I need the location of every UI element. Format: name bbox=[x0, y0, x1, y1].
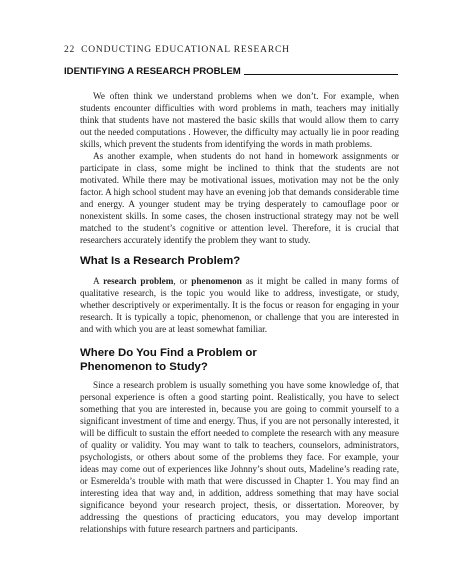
find-problem-heading-line-2: Phenomenon to Study? bbox=[80, 360, 208, 373]
term-phenomenon: phenomenon bbox=[191, 276, 242, 286]
heading-rule bbox=[244, 74, 398, 75]
research-problem-paragraph: A research problem, or phenomenon as it might be called in many forms of qualitative research, is the topic you would like to address, investigate, or study, whether descriptively or experimentally. It is the focus or reason for engaging in your research. It is typically a topic, phenomenon, or challenge that you are interested in and with which you are at least somewhat familiar. bbox=[80, 276, 399, 334]
running-title: CONDUCTING EDUCATIONAL RESEARCH bbox=[81, 45, 290, 55]
research-problem-text bbox=[80, 275, 399, 335]
intro-text bbox=[80, 90, 399, 246]
section-heading bbox=[64, 66, 398, 77]
intro-paragraph-1: We often think we understand problems when we don’t. For example, when students encounter difficulties with word problems in math, teachers may initially think that students have not mastered the basic skills that would allow them to carry out the needed computations . However, the difficulty may actually lie in poor reading skills, which prevent the students from identifying the words in math problems. bbox=[80, 91, 399, 149]
term-research-problem: research problem bbox=[103, 276, 174, 286]
find-problem-paragraph: Since a research problem is usually something you have some knowledge of, that personal experience is often a good starting point. Realistically, you have to select something that you are interested in, because you are going to commit yourself to a significant investment of time and energy. Thus, if you are not personally interested, it will be difficult to sustain the effort needed to complete the research with any measure of quality or validity. You may want to talk to teachers, counselors, administrators, psychologists, or others about some of the problems they face. For example, your ideas may come out of experiences like Johnny’s shout outs, Madeline’s reading rate, or Esmerelda’s trouble with math that were discussed in Chapter 1. You may find an interesting idea that way and, in addition, address something that may have social significance beyond your research project, thesis, or dissertation. Moreover, by addressing the questions of practicing educators, you may develop important relationships with future research partners and participants. bbox=[80, 380, 399, 534]
find-problem-heading-line-1: Where Do You Find a Problem or bbox=[80, 347, 257, 359]
find-problem-text bbox=[80, 379, 399, 535]
find-problem-heading bbox=[80, 347, 380, 374]
section-title: IDENTIFYING A RESEARCH PROBLEM bbox=[64, 66, 241, 77]
page-number: 22 bbox=[64, 45, 76, 55]
running-head bbox=[64, 45, 290, 55]
research-problem-heading: What Is a Research Problem? bbox=[80, 255, 241, 267]
intro-paragraph-2: As another example, when students do not hand in homework assignments or participate in class, some might be inclined to think that the students are not motivated. While there may be motivational issues, motivation may not be the only factor. A high school student may have an evening job that demands considerable time and energy. A younger student may be trying desperately to camouflage poor or nonexistent skills. In some cases, the chosen instructional strategy may not be well matched to the student’s cognitive or attention level. Therefore, it is crucial that researchers accurately identify the problem they want to study. bbox=[80, 151, 399, 245]
